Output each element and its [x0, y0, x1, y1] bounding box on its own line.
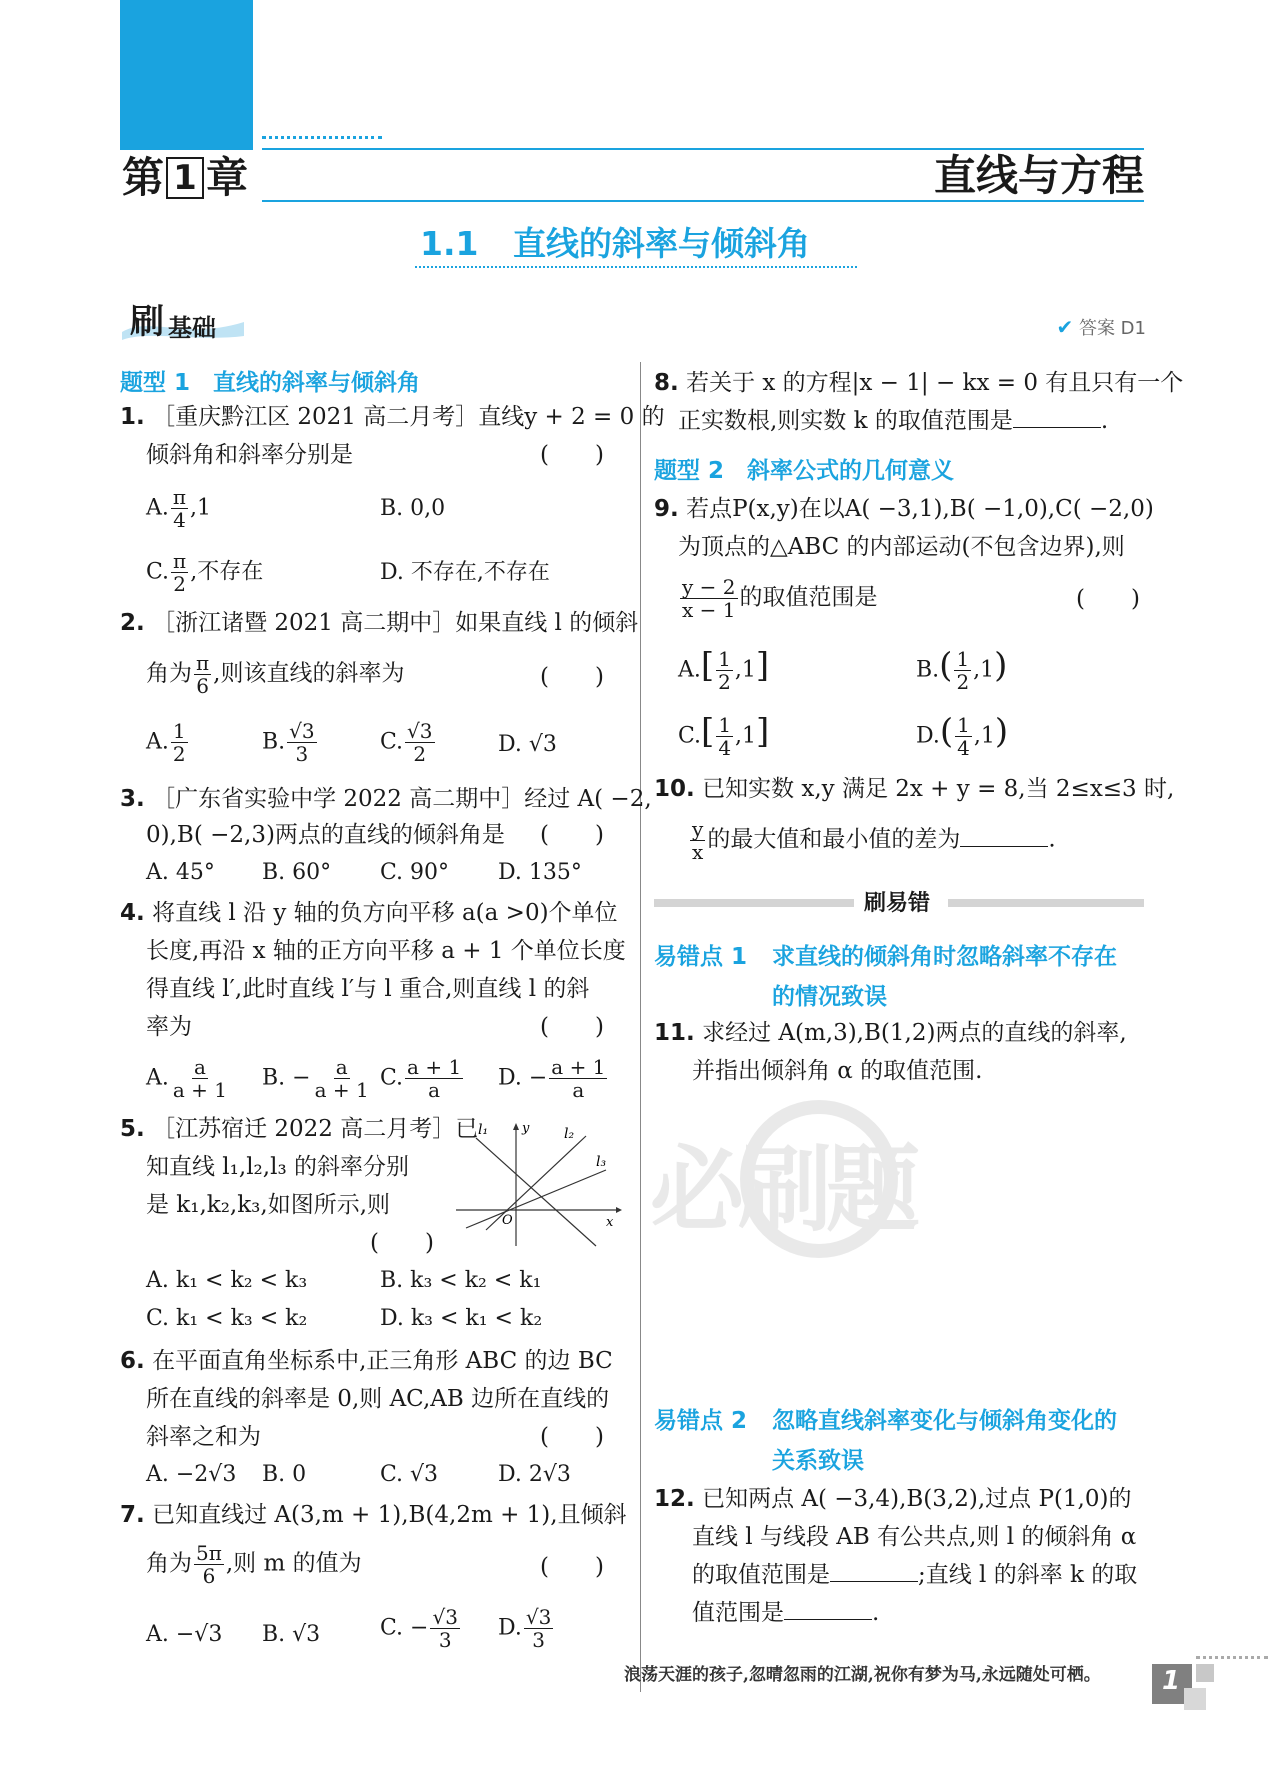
q1-option-c[interactable]: C. $\frac{\pi}{2}$ ,不存在 — [146, 549, 264, 596]
q3-option-c[interactable]: C. 90° — [380, 860, 450, 885]
q2-line2: 角为 $\frac{\pi}{6}$ ,则该直线的斜率为 — [146, 651, 405, 698]
q9-option-d[interactable]: D.( $\frac{1}{4}$ ,1) — [916, 711, 1009, 760]
banner-right-bar — [948, 899, 1144, 907]
label-y: y — [522, 1121, 530, 1136]
q5-option-d[interactable]: D. k₃ < k₁ < k₂ — [380, 1306, 543, 1331]
y-axis-arrow-icon — [513, 1123, 519, 1130]
q4-option-b[interactable]: B. − $\frac{a}{a + 1}$ — [262, 1055, 369, 1102]
q3-option-d[interactable]: D. 135° — [498, 860, 582, 885]
dotted-rule — [262, 136, 382, 139]
chapter-color-block — [120, 0, 253, 150]
brush-label: 刷 — [130, 302, 164, 342]
x-axis-arrow-icon — [616, 1207, 622, 1213]
q3-option-b[interactable]: B. 60° — [262, 860, 332, 885]
q9: 9. 若点P(x,y)在以A( −3,1),B( −1,0),C( −2,0) — [654, 496, 1154, 522]
q5-figure — [456, 1118, 624, 1248]
q12-angle-blank[interactable] — [830, 1561, 918, 1582]
error-point-2-line1: 忽略直线斜率变化与倾斜角变化的 — [772, 1408, 1117, 1434]
page-number-tile-3 — [1184, 1688, 1206, 1710]
q1: 1. ［重庆黔江区 2021 高二月考］直线y + 2 = 0 的 — [120, 404, 665, 430]
brush-badge — [118, 296, 248, 342]
q11-line2: 并指出倾斜角 α 的取值范围. — [692, 1058, 983, 1084]
type2-heading: 题型 2 斜率公式的几何意义 — [654, 458, 955, 484]
q5-option-a[interactable]: A. k₁ < k₂ < k₃ — [146, 1268, 308, 1293]
error-point-1-line1: 求直线的倾斜角时忽略斜率不存在 — [772, 944, 1117, 970]
q5: 5. ［江苏宿迁 2022 高二月考］已 — [120, 1116, 479, 1142]
line-l3 — [466, 1170, 606, 1228]
q7: 7. 已知直线过 A(3,m + 1),B(4,2m + 1),且倾斜 — [120, 1502, 627, 1528]
q6-option-b[interactable]: B. 0 — [262, 1462, 307, 1487]
q9-option-a[interactable]: A.[ $\frac{1}{2}$ ,1] — [678, 645, 770, 694]
q4-line3: 得直线 l′,此时直线 l′与 l 重合,则直线 l 的斜 — [146, 976, 590, 1002]
q9-option-b[interactable]: B.( $\frac{1}{2}$ ,1) — [916, 645, 1008, 694]
error-point-1-line2: 的情况致误 — [772, 984, 887, 1010]
line-l1 — [476, 1138, 596, 1246]
q7-option-a[interactable]: A. −√3 — [146, 1622, 223, 1647]
banner-left-bar — [654, 899, 854, 907]
q8-line2: 正实数根,则实数 k 的取值范围是 . — [678, 408, 1109, 434]
page-number-tile-2 — [1196, 1664, 1214, 1682]
q5-option-b[interactable]: B. k₃ < k₂ < k₁ — [380, 1268, 542, 1293]
q8: 8. 若关于 x 的方程|x − 1| − kx = 0 有且只有一个 — [654, 370, 1184, 396]
label-origin: O — [502, 1213, 513, 1228]
footer-motto: 浪荡天涯的孩子,忽晴忽雨的江湖,祝你有梦为马,永远随处可栖。 — [624, 1665, 1101, 1685]
q6-option-c[interactable]: C. √3 — [380, 1462, 439, 1487]
q4-option-d[interactable]: D. − $\frac{a + 1}{a}$ — [498, 1055, 606, 1102]
watermark — [650, 1090, 915, 1290]
q5-option-c[interactable]: C. k₁ < k₃ < k₂ — [146, 1306, 308, 1331]
line-l2 — [486, 1136, 586, 1230]
q2-paren: ( ) — [540, 664, 604, 690]
q6-line3: 斜率之和为 — [146, 1424, 261, 1450]
q4-option-c[interactable]: C. $\frac{a + 1}{a}$ — [380, 1055, 462, 1102]
q12: 12. 已知两点 A( −3,4),B(3,2),过点 P(1,0)的 — [654, 1486, 1132, 1512]
section-title: 1.1 直线的斜率与倾斜角 — [420, 224, 810, 263]
q2-option-d[interactable]: D. √3 — [498, 732, 557, 757]
q12-line4: 值范围是 . — [692, 1600, 880, 1626]
q7-option-d[interactable]: D. $\frac{√3}{3}$ — [498, 1605, 552, 1652]
q9-option-c[interactable]: C.[ $\frac{1}{4}$ ,1] — [678, 711, 770, 760]
q3-line2: 0),B( −2,3)两点的直线的倾斜角是 — [146, 822, 505, 848]
q2: 2. ［浙江诸暨 2021 高二期中］如果直线 l 的倾斜 — [120, 610, 639, 636]
q6: 6. 在平面直角坐标系中,正三角形 ABC 的边 BC — [120, 1348, 613, 1374]
q10-line2: $\frac{y}{x}$ 的最大值和最小值的差为 . — [692, 817, 1056, 864]
banner-title: 刷易错 — [864, 891, 931, 916]
page-number: 1 — [1162, 1666, 1181, 1696]
q7-option-c[interactable]: C. − $\frac{√3}{3}$ — [380, 1605, 458, 1652]
q5-line3: 是 k₁,k₂,k₃,如图所示,则 — [146, 1192, 391, 1218]
q1-paren: ( ) — [540, 442, 604, 468]
q6-option-d[interactable]: D. 2√3 — [498, 1462, 571, 1487]
chapter-title: 直线与方程 — [933, 151, 1144, 200]
q7-line2: 角为 $\frac{5\pi}{6}$ ,则 m 的值为 — [146, 1541, 362, 1588]
q4-option-a[interactable]: A. $\frac{a}{a + 1}$ — [146, 1055, 228, 1102]
chapter-label: 第 1 章 — [122, 153, 249, 202]
q10-answer-blank[interactable] — [960, 826, 1048, 847]
checkmark-icon: ✔ — [1056, 315, 1074, 339]
chapter-number-box: 1 — [166, 157, 204, 199]
q1-option-a[interactable]: A. $\frac{\pi}{4}$ ,1 — [146, 485, 212, 532]
column-divider — [640, 362, 641, 1692]
type1-heading: 题型 1 直线的斜率与倾斜角 — [120, 370, 421, 396]
q3: 3. ［广东省实验中学 2022 高二期中］经过 A( −2, — [120, 786, 652, 812]
q1-line2: 倾斜角和斜率分别是 — [146, 442, 353, 468]
q2-option-b[interactable]: B. $\frac{√3}{3}$ — [262, 719, 315, 766]
q2-option-c[interactable]: C. $\frac{√3}{2}$ — [380, 719, 433, 766]
q6-paren: ( ) — [540, 1424, 604, 1450]
q8-answer-blank[interactable] — [1013, 407, 1101, 428]
q12-line3: 的取值范围是 ;直线 l 的斜率 k 的取 — [692, 1562, 1138, 1588]
q4-line4: 率为 — [146, 1014, 192, 1040]
footer-dots — [1196, 1656, 1268, 1659]
brush-sub: 基础 — [168, 314, 216, 342]
q9-line2: 为顶点的△ABC 的内部运动(不包含边界),则 — [678, 534, 1125, 560]
q6-line2: 所在直线的斜率是 0,则 AC,AB 边所在直线的 — [146, 1386, 610, 1412]
q3-option-a[interactable]: A. 45° — [146, 860, 215, 885]
q12-slope-blank[interactable] — [784, 1599, 872, 1620]
q7-option-b[interactable]: B. √3 — [262, 1622, 321, 1647]
section-title-underline — [415, 266, 857, 268]
error-point-2-line2: 关系致误 — [772, 1448, 864, 1474]
q5-line2: 知直线 l₁,l₂,l₃ 的斜率分别 — [146, 1154, 409, 1180]
label-l1: l₁ — [478, 1122, 489, 1138]
q12-line2: 直线 l 与线段 AB 有公共点,则 l 的倾斜角 α — [692, 1524, 1137, 1550]
q5-paren: ( ) — [370, 1230, 434, 1256]
q7-paren: ( ) — [540, 1554, 604, 1580]
q1-option-d[interactable]: D. 不存在,不存在 — [380, 560, 550, 585]
q4: 4. 将直线 l 沿 y 轴的负方向平移 a(a >0)个单位 — [120, 900, 618, 926]
q10: 10. 已知实数 x,y 满足 2x + y = 8,当 2≤x≤3 时, — [654, 776, 1175, 802]
answer-ref: ✔ 答案 D1 — [1056, 315, 1146, 339]
label-l3: l₃ — [596, 1154, 607, 1170]
label-l2: l₂ — [564, 1126, 575, 1142]
watermark-text: 必刷题 — [650, 1136, 915, 1245]
q4-line2: 长度,再沿 x 轴的正方向平移 a + 1 个单位长度 — [146, 938, 626, 964]
error-point-1-label: 易错点 1 — [654, 944, 748, 970]
q4-paren: ( ) — [540, 1014, 604, 1040]
q3-paren: ( ) — [540, 822, 604, 848]
q1-option-b[interactable]: B. 0,0 — [380, 496, 446, 521]
q9-line3: $\frac{y - 2}{x - 1}$ 的取值范围是 — [682, 575, 878, 622]
q11: 11. 求经过 A(m,3),B(1,2)两点的直线的斜率, — [654, 1020, 1127, 1046]
label-x: x — [606, 1215, 614, 1230]
error-point-2-label: 易错点 2 — [654, 1408, 748, 1434]
q9-paren: ( ) — [1076, 586, 1140, 612]
q6-option-a[interactable]: A. −2√3 — [146, 1462, 237, 1487]
q2-option-a[interactable]: A. $\frac{1}{2}$ — [146, 719, 186, 766]
